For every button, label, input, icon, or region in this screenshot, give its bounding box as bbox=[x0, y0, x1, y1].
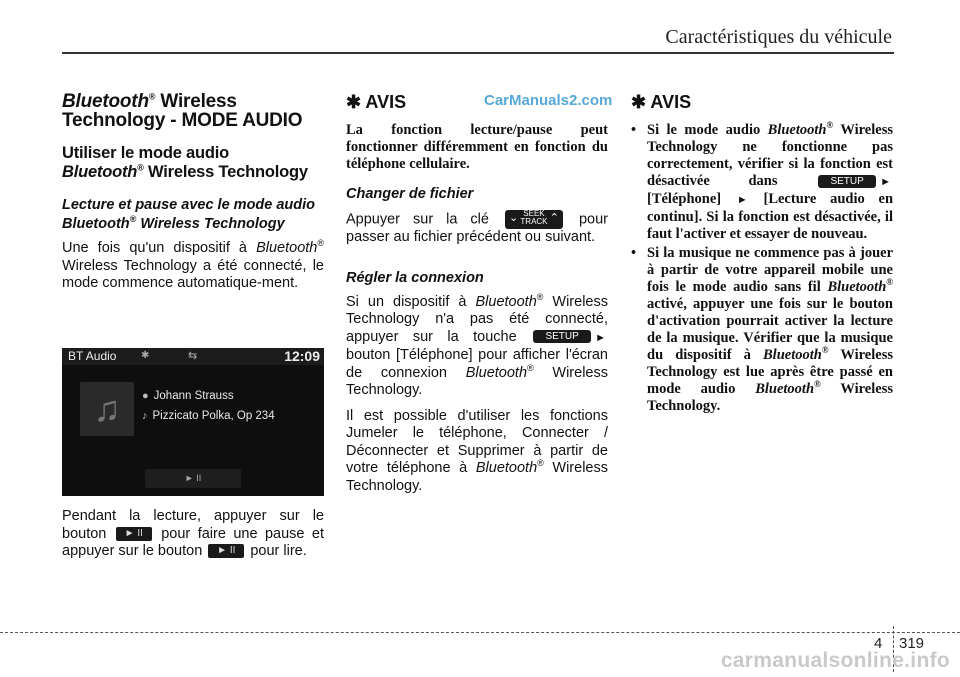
music-note-icon: ♫ bbox=[80, 382, 134, 436]
avis-bullets bbox=[631, 122, 893, 415]
chapter-number: 4 bbox=[874, 635, 883, 652]
person-icon: ● bbox=[142, 390, 149, 402]
avis-heading: ✱ AVIS bbox=[346, 92, 407, 112]
paragraph-auto-start: Une fois qu'un dispositif à Bluetooth® Wireless Technology a été connecté, le mode commence automatique-ment. bbox=[62, 238, 324, 291]
page-number: 319 bbox=[899, 635, 925, 652]
column-2 bbox=[346, 92, 608, 503]
footer-rule bbox=[0, 632, 960, 633]
column-1-bottom bbox=[62, 508, 324, 569]
screen-title: BT Audio bbox=[68, 349, 117, 363]
header-rule bbox=[62, 52, 894, 54]
heading-connection: Régler la connexion bbox=[346, 269, 484, 286]
list-item: • Si la musique ne commence pas à jouer à partir de votre appareil mobile une fois le mode audio sans fil Bluetooth® activé, appuyer une fois sur le bouton d'activation pourrait activer la lecture de la musique. Vérifier que la musique du dispositif à Bluetooth® Wireless Technology est lue après être passé en mode audio Bluetooth® Wireless Technology. bbox=[631, 245, 893, 415]
play-pause-control[interactable]: ► II bbox=[145, 469, 241, 488]
column-1 bbox=[62, 92, 324, 301]
play-pause-button-icon: ► II bbox=[208, 544, 244, 558]
arrow-right-icon: ► bbox=[595, 331, 606, 344]
paragraph-connection: Si un dispositif à Bluetooth® Wireless Technology n'a pas été connecté, appuyer sur la touche SETUP ► bouton [Téléphone] pour afficher l'écran de connexion Bluetooth® Wireless Technology. bbox=[346, 291, 608, 398]
artist-row: ● Johann Strauss bbox=[142, 390, 234, 402]
play-pause-button-icon: ► II bbox=[116, 527, 152, 541]
watermark-footer[interactable]: carmanualsonline.info bbox=[720, 649, 950, 672]
paragraph-play-pause: Pendant la lecture, appuyer sur le bouton ► II pour faire une pause et appuyer sur le bouton ► II pour lire. bbox=[62, 508, 324, 559]
note-icon: ♪ bbox=[142, 410, 148, 422]
watermark-top[interactable]: CarManuals2.com bbox=[484, 92, 613, 109]
subsection-heading: Utiliser le mode audio Bluetooth® Wireless Technology bbox=[62, 144, 308, 181]
subsubsection-heading: Lecture et pause avec le mode audio Bluetooth® Wireless Technology bbox=[62, 197, 316, 232]
column-3 bbox=[631, 92, 893, 417]
setup-button-icon: SETUP bbox=[533, 330, 591, 343]
setup-button-icon: SETUP bbox=[818, 175, 876, 188]
running-header: Caractéristiques du véhicule bbox=[665, 26, 892, 48]
usb-icon: ⇆ bbox=[188, 350, 198, 362]
bt-audio-screen-image bbox=[62, 348, 324, 496]
track-row: ♪ Pizzicato Polka, Op 234 bbox=[142, 410, 275, 422]
heading-change-file: Changer de fichier bbox=[346, 186, 474, 202]
bluetooth-icon: ✱ bbox=[141, 350, 150, 361]
screen-clock: 12:09 bbox=[284, 348, 320, 364]
arrow-right-icon: ► bbox=[880, 176, 891, 188]
seek-track-button-icon: ⌄ SEEK TRACK ⌃ bbox=[505, 210, 563, 229]
paragraph-pairing: Il est possible d'utiliser les fonctions Jumeler le téléphone, Connecter / Déconnecter et Supprimer à partir de votre téléphone à Bluetooth® Wireless Technology. bbox=[346, 407, 608, 494]
avis-intro: La fonction lecture/pause peut fonctionner différemment en fonction du téléphone cellulaire. bbox=[346, 122, 608, 172]
paragraph-change-file: Appuyer sur la clé ⌄ SEEK TRACK ⌃ pour passer au fichier précédent ou suivant. bbox=[346, 209, 608, 245]
avis-heading: ✱ AVIS bbox=[631, 92, 692, 112]
arrow-right-icon: ► bbox=[736, 194, 748, 206]
section-heading: Bluetooth® Wireless Technology - MODE AUDIO bbox=[62, 91, 303, 131]
list-item: • Si le mode audio Bluetooth® Wireless Technology ne fonctionne pas correctement, vérifier si la fonction est désactivée dans SETUP ► [Téléphone] ► [Lecture audio en continu]. Si la fonction est désactivée, il faut l'activer et essayer de nouveau. bbox=[631, 122, 893, 243]
